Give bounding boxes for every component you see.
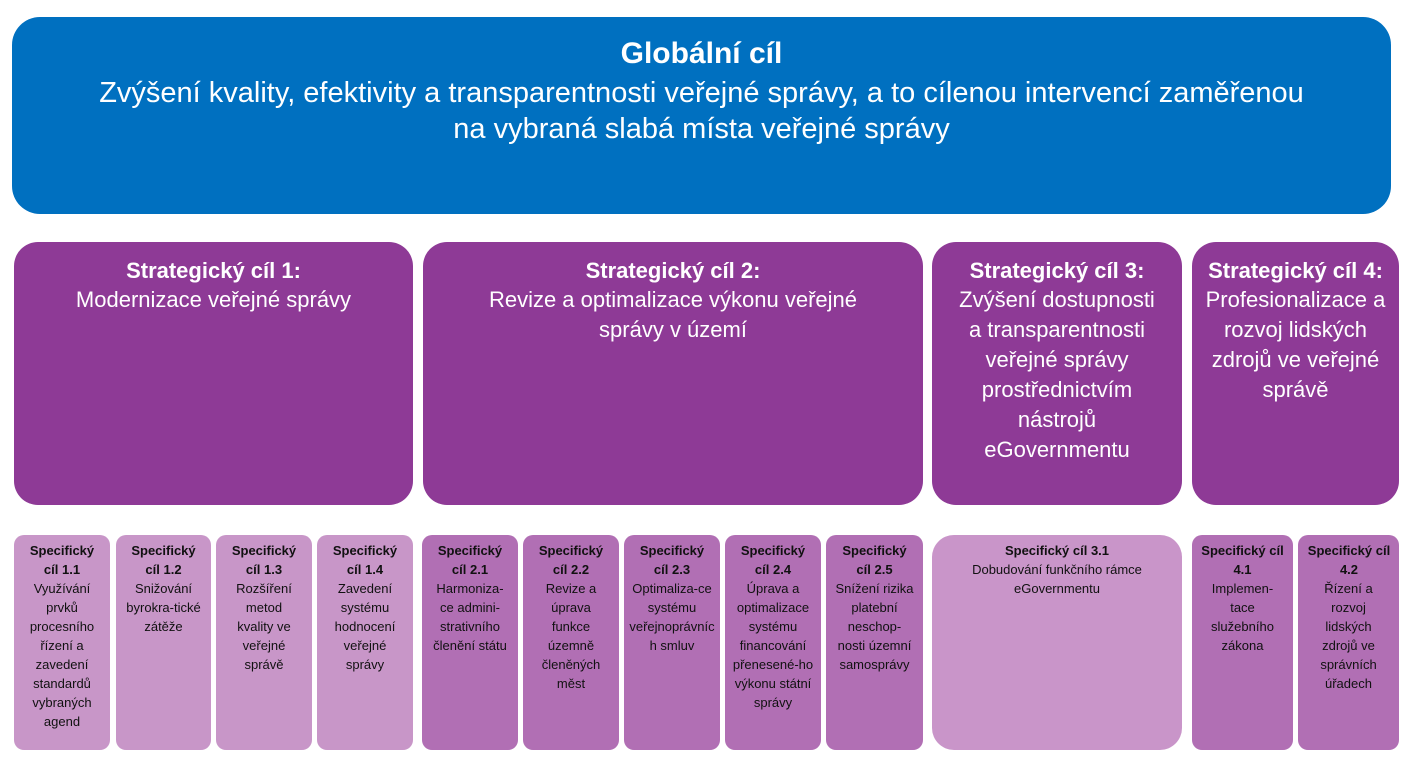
specific-goal-text: Implemen-tace služebního zákona (1211, 581, 1274, 653)
specific-goal-4-1 (1192, 535, 1293, 750)
specific-goal-1-1 (14, 535, 110, 750)
specific-goal-1-3 (216, 535, 312, 750)
global-goal-text: Zvýšení kvality, efektivity a transparentnosti veřejné správy, a to cílenou intervencí zaměřenou na vybraná slabá místa veřejné správy (99, 77, 1304, 145)
specific-goal-2-5 (826, 535, 923, 750)
specific-goal-text: Úprava a optimalizace systému financování přenesené-ho výkonu státní správy (732, 581, 814, 710)
strategic-goal-title: Strategický cíl 4: (1208, 258, 1383, 283)
specific-goal-2-3 (624, 535, 720, 750)
strategic-goal-text: Revize a optimalizace výkonu veřejné správy v území (488, 287, 858, 342)
specific-goal-2-4 (725, 535, 821, 750)
specific-goal-2-1 (422, 535, 518, 750)
specific-goal-title: Specifický cíl 2.1 (437, 543, 503, 577)
specific-goal-title: Specifický cíl 4.1 (1201, 543, 1284, 577)
global-goal-title: Globální cíl (620, 37, 783, 70)
specific-goal-text: Snižování byrokra-tické zátěže (126, 581, 201, 634)
specific-goal-text: Rozšíření metod kvality ve veřejné správě (236, 581, 292, 672)
strategic-goal-2 (423, 242, 923, 505)
specific-goal-title: Specifický cíl 3.1 (1004, 543, 1110, 558)
specific-goal-title: Specifický cíl 1.1 (29, 543, 95, 577)
strategic-goal-3 (932, 242, 1182, 505)
specific-goal-title: Specifický cíl 1.2 (131, 543, 196, 577)
specific-goal-text: Dobudování funkčního rámce eGovernmentu (972, 562, 1142, 596)
specific-goal-text: Využívání prvků procesního řízení a zavedení standardů vybraných agend (29, 581, 95, 729)
specific-goal-title: Specifický cíl 4.2 (1307, 543, 1391, 577)
specific-goal-title: Specifický cíl 2.2 (538, 543, 604, 577)
specific-goal-2-2 (523, 535, 619, 750)
specific-goal-1-4 (317, 535, 413, 750)
specific-goal-title: Specifický cíl 2.5 (842, 543, 907, 577)
specific-goal-3-1 (932, 535, 1182, 750)
specific-goal-text: Snížení rizika platební neschop-nosti územní samosprávy (835, 581, 914, 672)
global-goal-box (12, 17, 1391, 214)
strategic-goal-title: Strategický cíl 2: (585, 258, 761, 283)
strategic-goal-text: Modernizace veřejné správy (75, 287, 352, 312)
specific-goal-text: Řízení a rozvoj lidských zdrojů ve správních úřadech (1320, 581, 1377, 691)
strategic-goal-title: Strategický cíl 1: (126, 258, 301, 283)
specific-goal-1-2 (116, 535, 211, 750)
strategic-goal-1 (14, 242, 413, 505)
specific-goal-4-2 (1298, 535, 1399, 750)
strategic-goal-4 (1192, 242, 1399, 505)
specific-goal-title: Specifický cíl 2.4 (740, 543, 806, 577)
strategic-goal-text: Zvýšení dostupnosti a transparentnosti veřejné správy prostřednictvím nástrojů eGovernmentu (959, 287, 1155, 462)
specific-goal-text: Revize a úprava funkce územně členěných měst (541, 581, 601, 691)
specific-goal-title: Specifický cíl 2.3 (639, 543, 705, 577)
specific-goal-text: Harmoniza-ce admini-strativního členění státu (433, 581, 507, 653)
specific-goal-text: Zavedení systému hodnocení veřejné správy (334, 581, 396, 672)
strategic-goal-text: Profesionalizace a rozvoj lidských zdrojů ve veřejné správě (1205, 287, 1386, 402)
specific-goal-title: Specifický cíl 1.3 (231, 543, 297, 577)
strategic-goal-title: Strategický cíl 3: (969, 258, 1145, 283)
specific-goal-title: Specifický cíl 1.4 (332, 543, 398, 577)
specific-goal-text: Optimaliza-ce systému veřejnoprávních smluv (629, 581, 715, 653)
